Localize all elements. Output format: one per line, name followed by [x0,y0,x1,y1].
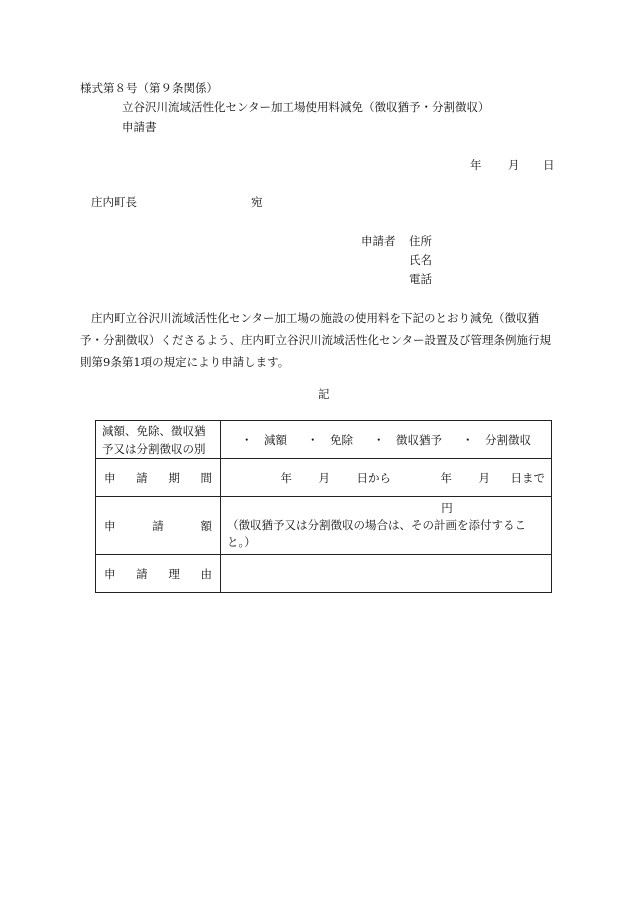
period-label: 申 請 期 間 [96,459,221,497]
table-row-amount [96,497,552,555]
exemption-type-label-line1: 減額、免除、徴収猶 [102,423,206,438]
applicant-phone-label: 電話 [409,272,432,286]
date-month: 月 [508,158,520,172]
form-number: 様式第８号（第９条関係） [80,81,218,95]
amount-label: 申 請 額 [96,497,221,555]
period-month-from: 月 [318,470,330,485]
option-deferral[interactable]: ・ 徴収猶予 [373,432,442,447]
amount-yen-unit: 円 [441,501,453,515]
reason-label: 申 請 理 由 [96,555,221,593]
option-reduction[interactable]: ・ 減額 [241,432,287,447]
exemption-type-label [96,421,221,459]
period-year-to: 年 [440,470,452,485]
addressee-name: 庄内町長 [91,195,137,209]
table-row-exemption-type [96,421,552,459]
option-exemption[interactable]: ・ 免除 [307,432,353,447]
applicant-address-label: 住所 [409,234,432,248]
application-table [95,420,552,593]
table-row-period [96,459,552,497]
table-row-reason [96,555,552,593]
request-body-text: 庄内町立谷沢川流域活性化センター加工場の施設の使用料を下記のとおり減免（徴収猶予・分割徴収）くださるよう、庄内町立谷沢川流域活性化センター設置及び管理条例施行規則第9条第1項の規定により申請します。 [80,311,552,369]
date-day: 日 [543,158,555,172]
period-day-from: 日から [356,470,391,485]
document-title: 立谷沢川流域活性化センター加工場使用料減免（徴収猶予・分割徴収） [122,100,490,114]
addressee-honorific: 宛 [251,195,263,209]
date-year: 年 [470,158,482,172]
ki-heading: 記 [318,387,330,401]
reason-value-field[interactable] [221,555,552,593]
period-day-to: 日まで [510,470,545,485]
period-year-from: 年 [280,470,292,485]
period-value-field[interactable] [221,459,552,497]
document-title-suffix: 申請書 [122,120,157,134]
exemption-type-label-line2: 予又は分割徴収の別 [102,441,206,456]
amount-value-field[interactable] [221,497,552,555]
period-month-to: 月 [478,470,490,485]
option-installment[interactable]: ・ 分割徴収 [462,432,531,447]
amount-note: （徴収猶予又は分割徴収の場合は、その計画を添付すること。） [227,518,526,549]
applicant-name-label: 氏名 [409,253,432,267]
exemption-type-options [221,421,552,459]
applicant-label: 申請者 [361,234,396,248]
